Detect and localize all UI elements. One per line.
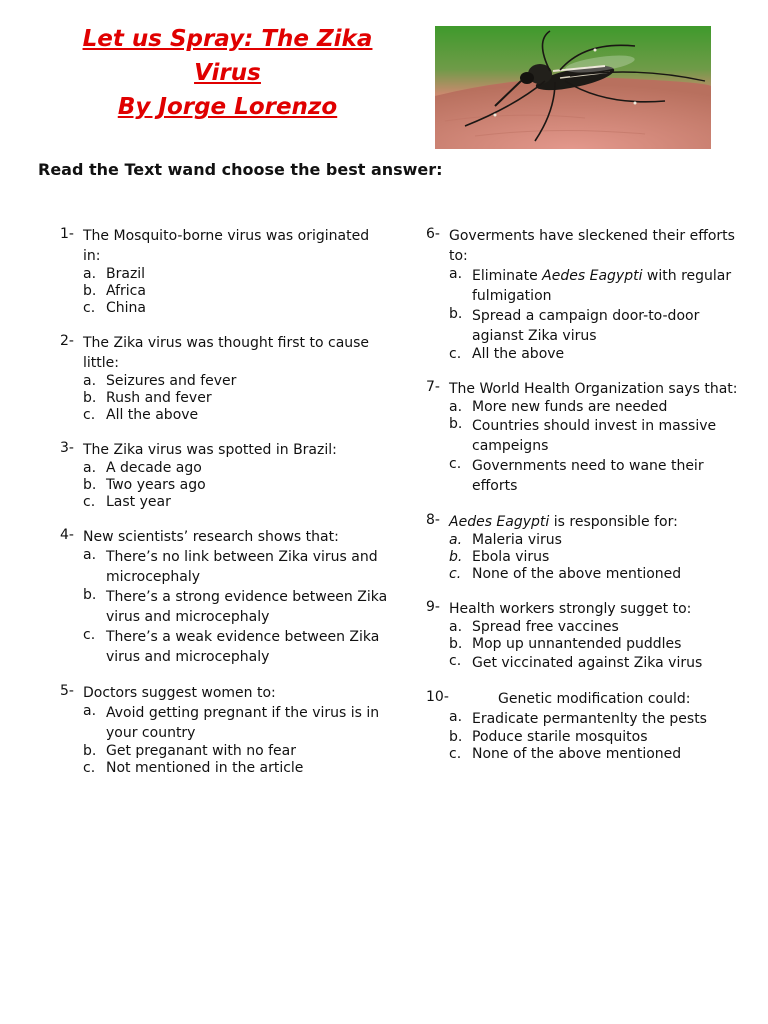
answer-option <box>60 373 390 390</box>
option-letter: b. <box>449 636 463 652</box>
answer-option <box>426 566 746 583</box>
option-text: None of the above mentioned <box>472 566 682 582</box>
option-text: Governments need to wane their efforts <box>472 458 704 494</box>
question-number: 9- <box>426 599 440 615</box>
answer-option <box>426 619 746 636</box>
option-letter: b. <box>83 390 97 406</box>
question-text: Health workers strongly sugget to: <box>449 601 692 617</box>
option-letter: c. <box>83 300 96 316</box>
option-text: Not mentioned in the article <box>106 760 304 776</box>
question-number: 7- <box>426 379 440 395</box>
answer-option <box>60 390 390 407</box>
option-text: Two years ago <box>106 477 206 493</box>
option-letter: c. <box>449 653 462 669</box>
answer-option <box>60 760 390 777</box>
answer-option <box>60 266 390 283</box>
option-letter: c. <box>83 494 96 510</box>
option-text: Poduce starile mosquitos <box>472 729 648 745</box>
question-3 <box>60 440 390 511</box>
question-number: 10- <box>426 689 449 705</box>
title-line-1: Let us Spray: The Zika <box>82 26 373 52</box>
option-text: Countries should invest in massive campeigns <box>472 418 717 454</box>
question-text: The Zika virus was thought first to cause little: <box>83 335 370 371</box>
answer-option <box>426 399 746 416</box>
question-number: 2- <box>60 333 74 349</box>
option-letter: b. <box>449 416 463 432</box>
question-text: New scientists’ research shows that: <box>83 529 339 545</box>
question-2 <box>60 333 390 424</box>
question-text: Genetic modification could: <box>498 691 691 707</box>
option-letter: c. <box>449 566 462 582</box>
option-letter: b. <box>449 549 463 565</box>
option-text: None of the above mentioned <box>472 746 682 762</box>
questions-right-column <box>426 226 746 779</box>
question-7 <box>426 379 746 496</box>
question-number: 3- <box>60 440 74 456</box>
question-number: 8- <box>426 512 440 528</box>
option-text: Brazil <box>106 266 146 282</box>
question-number: 5- <box>60 683 74 699</box>
option-letter: a. <box>449 619 463 635</box>
option-text: Ebola virus <box>472 549 550 565</box>
option-letter: b. <box>83 477 97 493</box>
option-text: Spread a campaign door-to-door agianst Zika virus <box>472 308 700 344</box>
option-text: Seizures and fever <box>106 373 237 389</box>
answer-option <box>426 456 746 496</box>
answer-option <box>426 653 746 673</box>
answer-option <box>60 283 390 300</box>
question-text: The Mosquito-borne virus was originated in: <box>83 228 370 264</box>
option-text: Maleria virus <box>472 532 562 548</box>
option-letter: c. <box>83 760 96 776</box>
answer-option <box>60 494 390 511</box>
question-text: The World Health Organization says that: <box>449 381 738 397</box>
answer-option <box>60 743 390 760</box>
option-text: China <box>106 300 146 316</box>
answer-option <box>426 636 746 653</box>
answer-option <box>426 306 746 346</box>
option-letter: a. <box>83 547 97 563</box>
option-letter: b. <box>83 743 97 759</box>
document-title <box>40 22 415 124</box>
questions-left-column <box>60 226 390 793</box>
option-letter: c. <box>449 746 462 762</box>
answer-option <box>60 627 390 667</box>
answer-option <box>426 709 746 729</box>
option-text: Spread free vaccines <box>472 619 619 635</box>
question-4 <box>60 527 390 667</box>
answer-option <box>426 346 746 363</box>
option-letter: b. <box>83 283 97 299</box>
option-text: There’s a weak evidence between Zika virus and microcephaly <box>106 629 380 665</box>
option-letter: a. <box>449 532 463 548</box>
option-letter: a. <box>83 266 97 282</box>
question-1 <box>60 226 390 317</box>
answer-option <box>60 407 390 424</box>
option-text: A decade ago <box>106 460 202 476</box>
question-number: 6- <box>426 226 440 242</box>
option-letter: a. <box>449 709 463 725</box>
option-text: Avoid getting pregnant if the virus is in your country <box>106 705 380 741</box>
answer-option <box>60 300 390 317</box>
answer-option <box>60 477 390 494</box>
question-text: The Zika virus was spotted in Brazil: <box>83 442 337 458</box>
option-text: Eradicate permantenlty the pests <box>472 711 707 727</box>
option-text: Get preganant with no fear <box>106 743 296 759</box>
option-letter: a. <box>449 399 463 415</box>
answer-option <box>426 549 746 566</box>
question-text: Goverments have sleckened their efforts to: <box>449 228 735 264</box>
option-letter: a. <box>83 703 97 719</box>
answer-option <box>426 746 746 763</box>
option-text: Mop up unnantended puddles <box>472 636 682 652</box>
option-text: Rush and fever <box>106 390 212 406</box>
answer-option <box>60 703 390 743</box>
option-text: All the above <box>106 407 199 423</box>
mosquito-photo <box>435 26 711 149</box>
option-text: Get viccinated against Zika virus <box>472 655 703 671</box>
option-letter: a. <box>449 266 463 282</box>
option-letter: b. <box>449 306 463 322</box>
answer-option <box>60 460 390 477</box>
option-text: Eliminate Aedes Eagypti with regular fulmigation <box>472 268 732 304</box>
question-9 <box>426 599 746 673</box>
question-text: Doctors suggest women to: <box>83 685 276 701</box>
option-letter: c. <box>83 627 96 643</box>
title-author: By Jorge Lorenzo <box>117 94 338 120</box>
option-text: There’s a strong evidence between Zika virus and microcephaly <box>106 589 388 625</box>
question-8 <box>426 512 746 583</box>
question-number: 1- <box>60 226 74 242</box>
title-line-2: Virus <box>194 60 261 86</box>
option-letter: b. <box>449 729 463 745</box>
option-letter: a. <box>83 460 97 476</box>
answer-option <box>426 416 746 456</box>
option-letter: a. <box>83 373 97 389</box>
option-text: Africa <box>106 283 146 299</box>
question-number: 4- <box>60 527 74 543</box>
option-letter: c. <box>83 407 96 423</box>
answer-option <box>426 532 746 549</box>
answer-option <box>426 729 746 746</box>
answer-option <box>60 547 390 587</box>
instructions: Read the Text wand choose the best answer: <box>38 160 443 179</box>
option-text: All the above <box>472 346 565 362</box>
option-text: There’s no link between Zika virus and microcephaly <box>106 549 378 585</box>
option-letter: c. <box>449 456 462 472</box>
question-5 <box>60 683 390 777</box>
answer-option <box>60 587 390 627</box>
question-text: Aedes Eagypti is responsible for: <box>449 514 678 530</box>
option-letter: c. <box>449 346 462 362</box>
option-text: More new funds are needed <box>472 399 668 415</box>
question-6 <box>426 226 746 363</box>
answer-option <box>426 266 746 306</box>
question-10 <box>426 689 746 763</box>
option-text: Last year <box>106 494 171 510</box>
option-letter: b. <box>83 587 97 603</box>
